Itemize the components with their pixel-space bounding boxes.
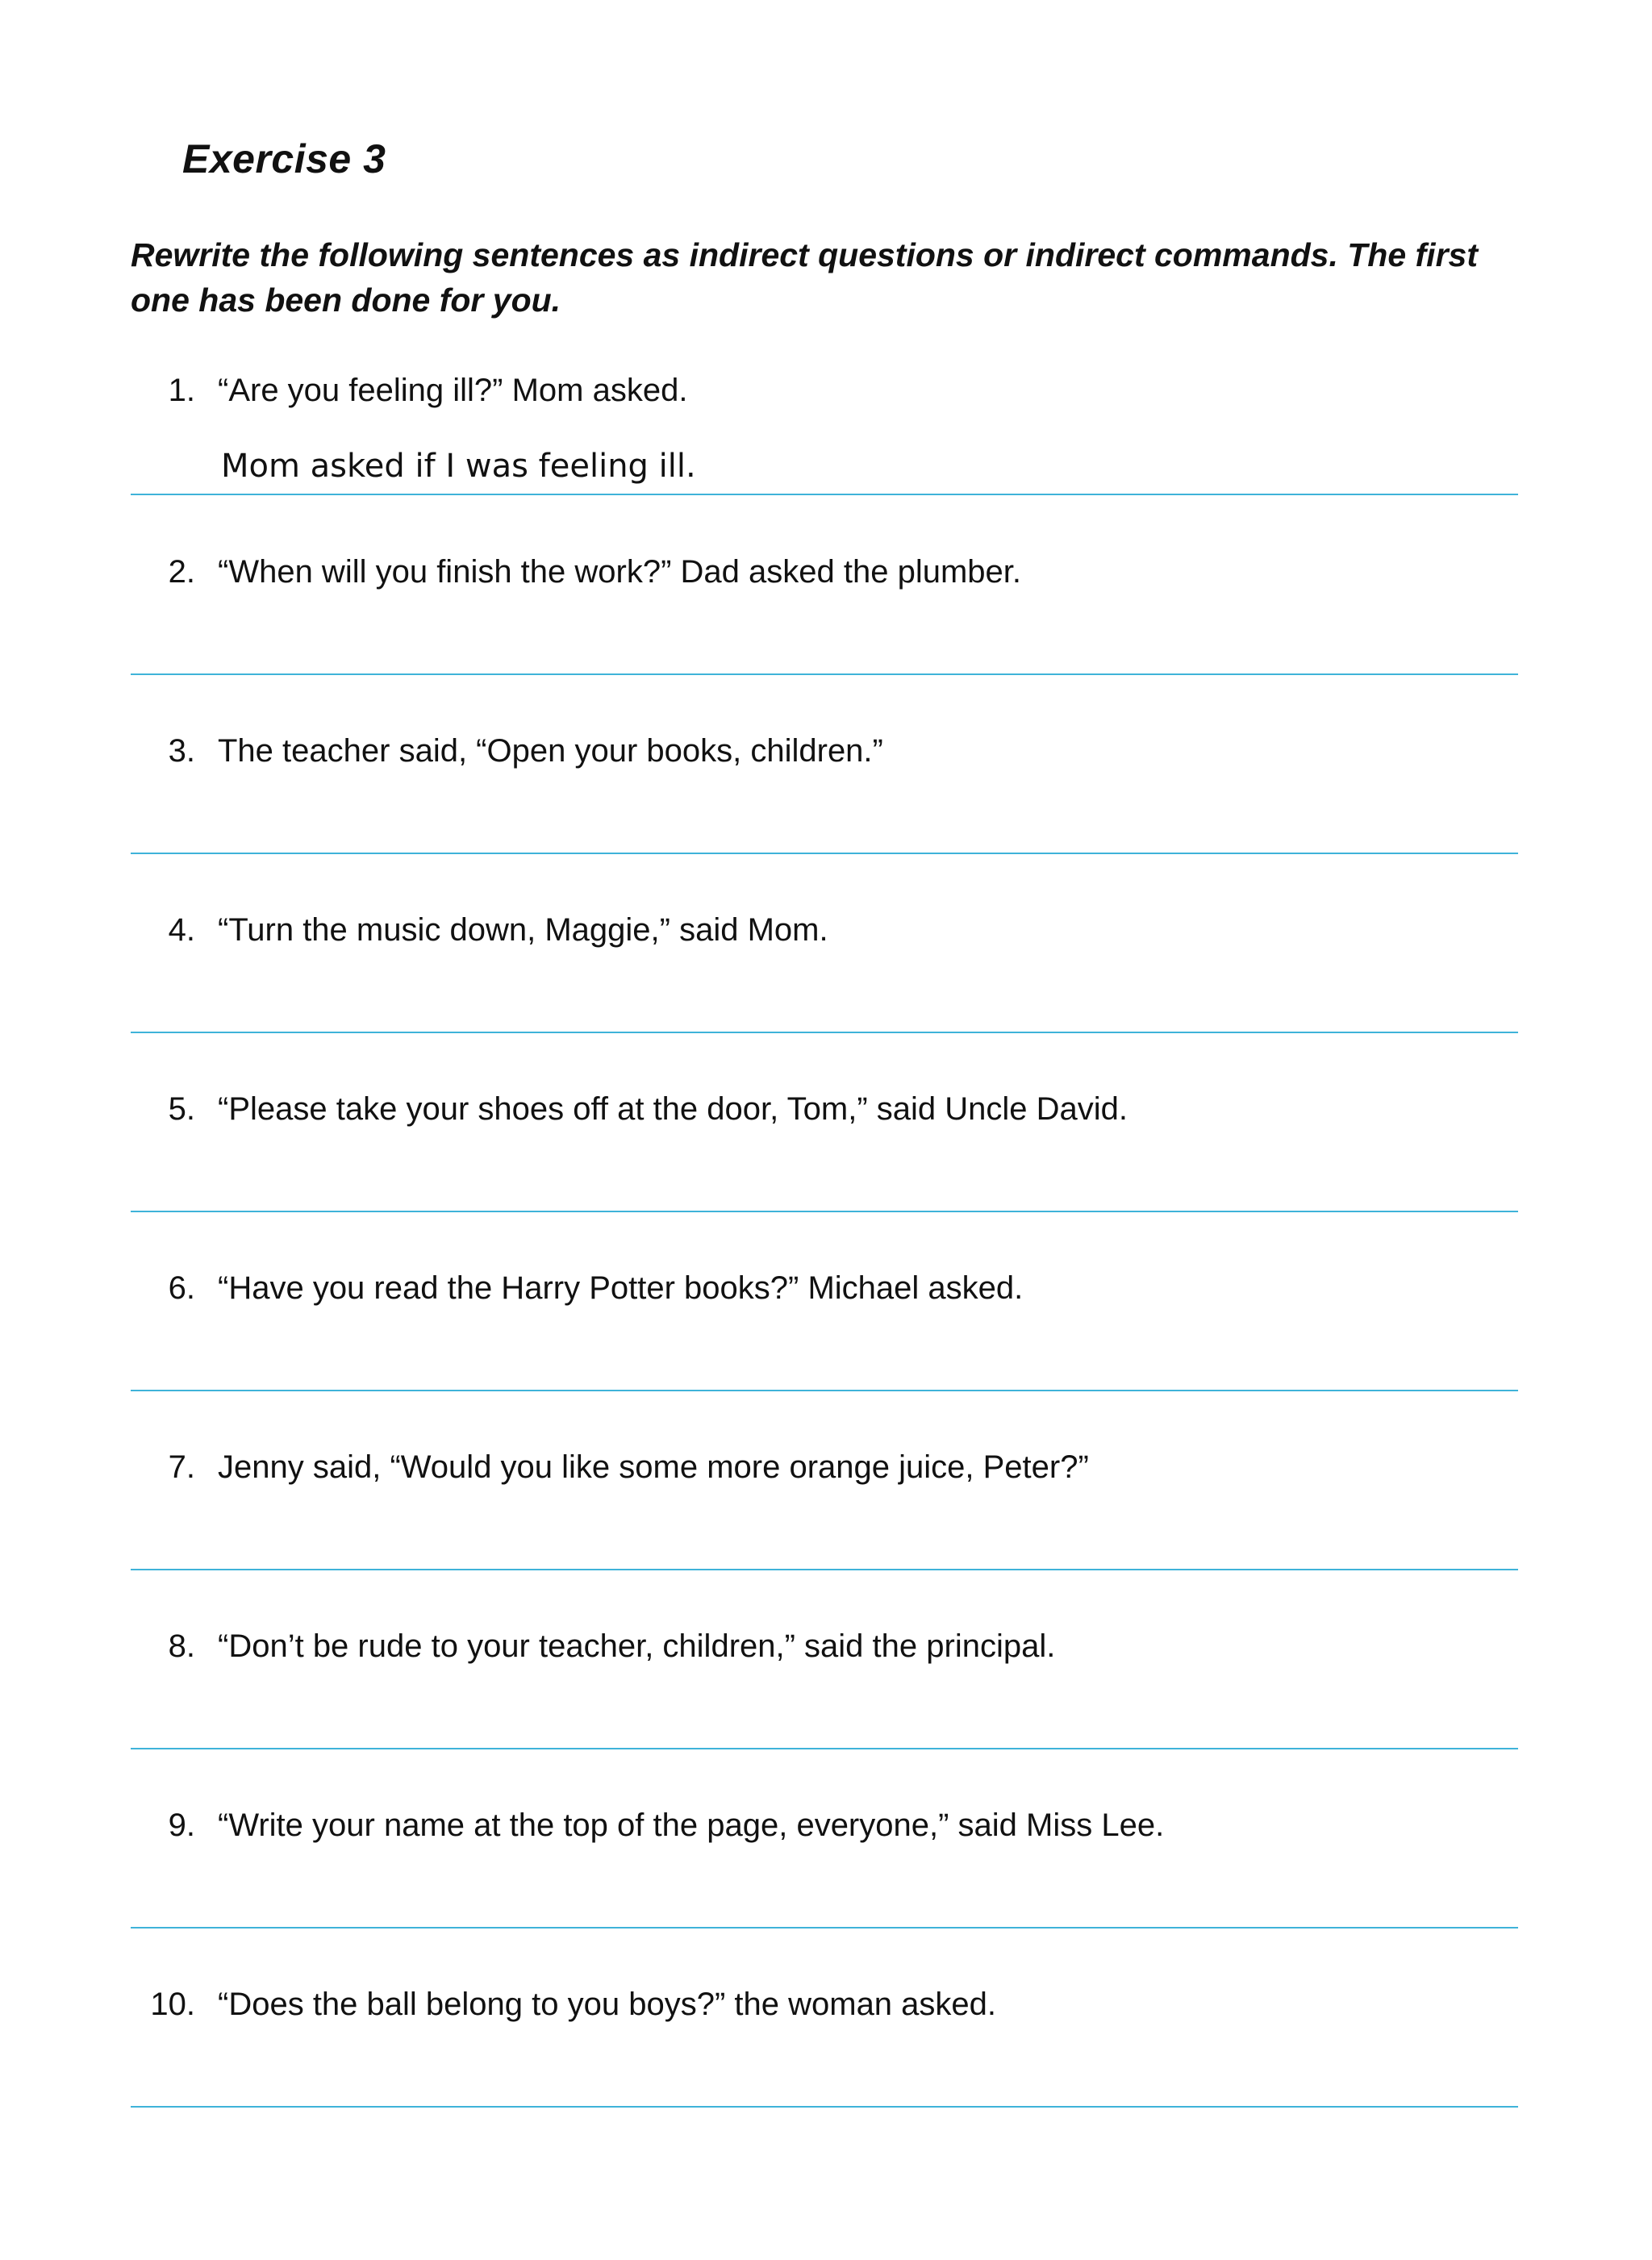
item-sentence: Jenny said, “Would you like some more orange juice, Peter?” — [218, 1449, 1089, 1485]
exercise-item-1 — [131, 368, 1518, 485]
answer-line-1[interactable] — [131, 494, 1518, 495]
item-sentence: “Don’t be rude to your teacher, children,” said the principal. — [218, 1628, 1056, 1664]
answer-line-8[interactable] — [131, 1748, 1518, 1749]
item-answer: Mom asked if I was feeling ill. — [221, 448, 696, 485]
item-number: 5. — [168, 1091, 195, 1127]
item-number: 7. — [168, 1449, 195, 1485]
item-sentence: “Does the ball belong to you boys?” the woman asked. — [218, 1987, 997, 2022]
answer-line-6[interactable] — [131, 1390, 1518, 1391]
item-number: 10. — [150, 1987, 195, 2022]
exercise-item-5 — [131, 1086, 1518, 1175]
answer-line-10[interactable] — [131, 2106, 1518, 2108]
answer-line-9[interactable] — [131, 1927, 1518, 1929]
item-number: 6. — [168, 1270, 195, 1306]
answer-line-2[interactable] — [131, 673, 1518, 675]
item-sentence: “Have you read the Harry Potter books?” Michael asked. — [218, 1270, 1024, 1306]
instructions-part1: Rewrite the following sentences as — [131, 236, 690, 273]
instructions-part2: or — [974, 236, 1026, 273]
item-number: 9. — [168, 1808, 195, 1843]
item-number: 4. — [168, 912, 195, 948]
exercise-item-7 — [131, 1445, 1518, 1533]
exercise-item-3 — [131, 728, 1518, 817]
instructions-part3: The first one has been done for you. — [131, 236, 1478, 319]
answer-line-5[interactable] — [131, 1211, 1518, 1212]
instructions-bold2: indirect commands. — [1025, 236, 1338, 273]
instructions-bold1: indirect questions — [689, 236, 974, 273]
exercise-item-10 — [131, 1982, 1518, 2070]
exercise-item-9 — [131, 1803, 1518, 1891]
item-number: 8. — [168, 1628, 195, 1664]
item-number: 2. — [168, 554, 195, 590]
item-number: 1. — [168, 373, 195, 408]
exercise-item-8 — [131, 1624, 1518, 1712]
item-number: 3. — [168, 733, 195, 769]
answer-line-4[interactable] — [131, 1032, 1518, 1033]
instructions — [131, 232, 1534, 323]
item-sentence: “Write your name at the top of the page, everyone,” said Miss Lee. — [218, 1808, 1165, 1843]
item-sentence: The teacher said, “Open your books, children.” — [218, 733, 883, 769]
answer-line-7[interactable] — [131, 1569, 1518, 1570]
item-sentence: “Are you feeling ill?” Mom asked. — [218, 373, 688, 408]
item-sentence: “Please take your shoes off at the door, Tom,” said Uncle David. — [218, 1091, 1128, 1127]
exercise-item-2 — [131, 549, 1518, 638]
exercise-item-4 — [131, 907, 1518, 996]
answer-line-3[interactable] — [131, 853, 1518, 854]
item-sentence: “Turn the music down, Maggie,” said Mom. — [218, 912, 828, 948]
item-sentence: “When will you finish the work?” Dad asked the plumber. — [218, 554, 1022, 590]
exercise-item-6 — [131, 1266, 1518, 1354]
page-title: Exercise 3 — [182, 136, 386, 181]
